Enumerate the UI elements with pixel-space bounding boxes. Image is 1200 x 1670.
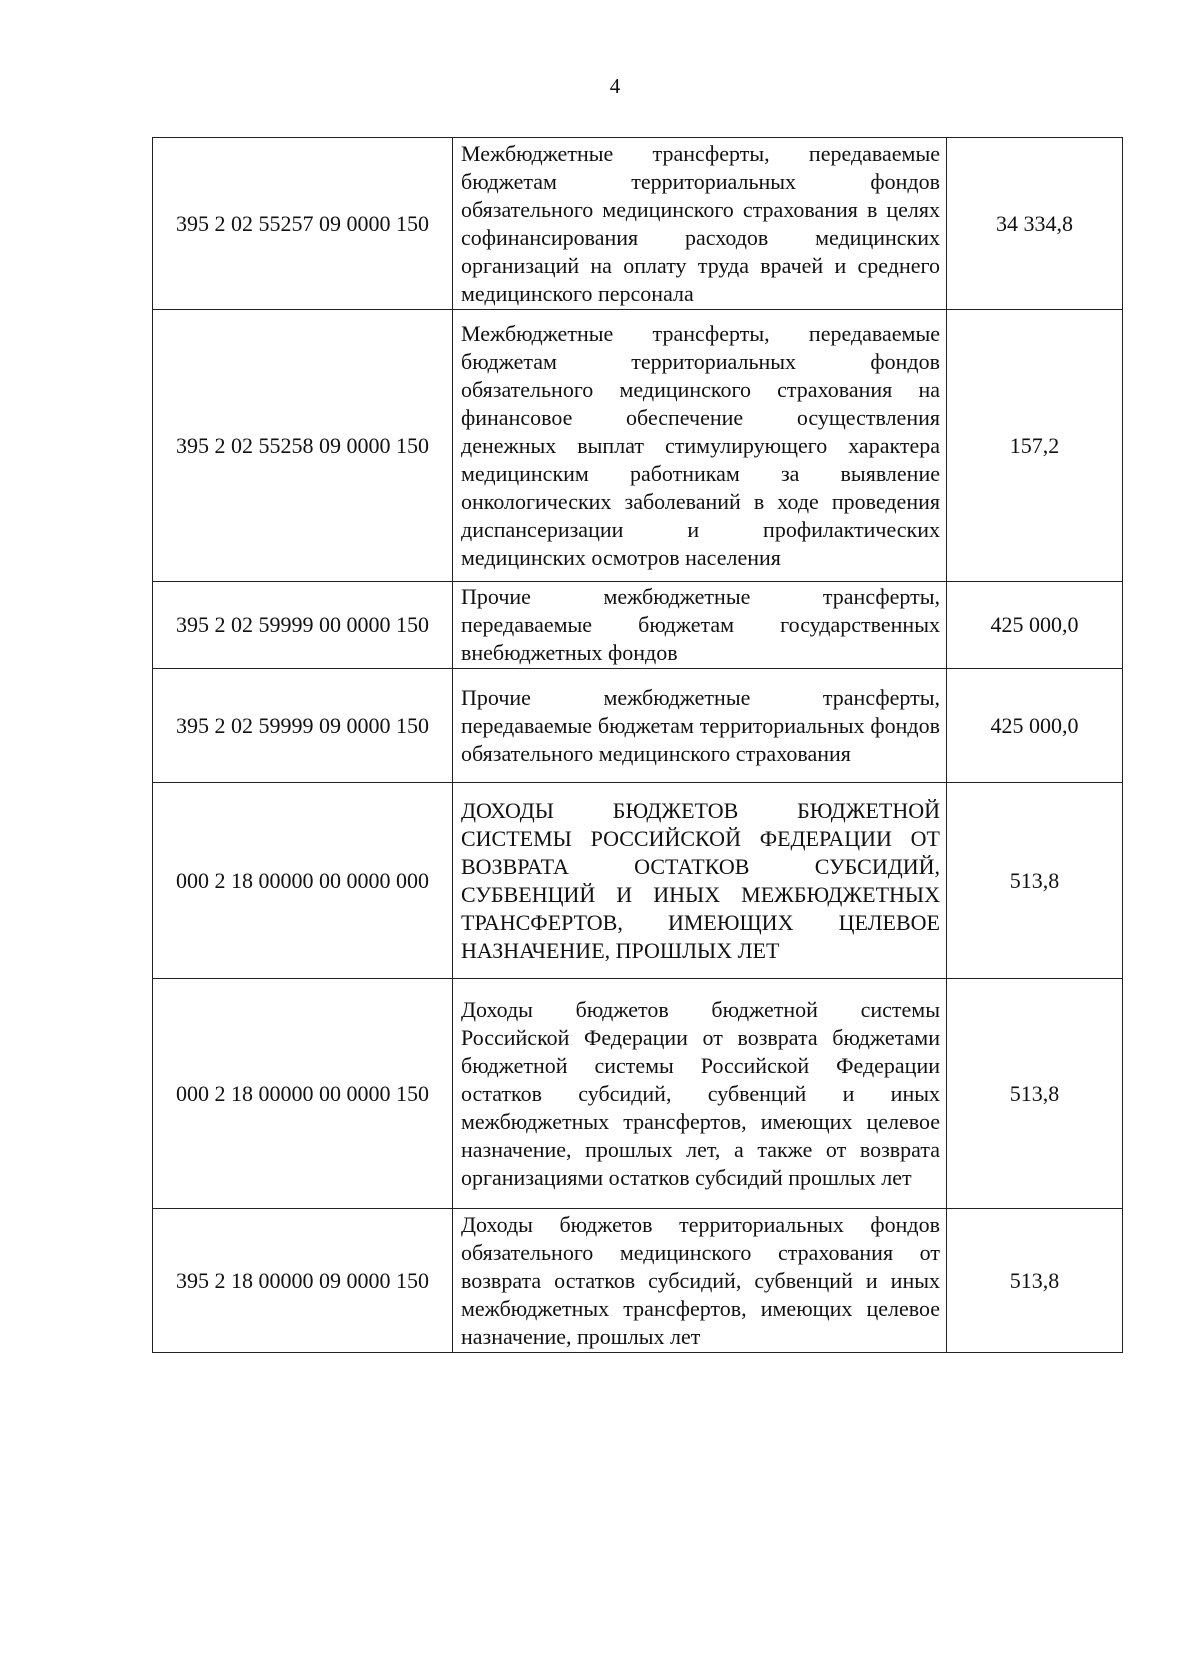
- table-row: [153, 582, 1123, 669]
- revenue-name-cell: Межбюджетные трансферты, передаваемые бюджетам территориальных фондов обязательного медицинского страхования на финансовое обеспечение осуществления денежных выплат стимулирующего характера медицинским работникам за выявление онкологических заболеваний в ходе проведения диспансеризации и профилактических медицинских осмотров населения: [453, 310, 947, 582]
- amount-cell: 425 000,0: [947, 669, 1123, 783]
- budget-code-cell: 395 2 02 59999 09 0000 150: [153, 669, 453, 783]
- amount-cell: 513,8: [947, 979, 1123, 1209]
- revenue-name-cell: ДОХОДЫ БЮДЖЕТОВ БЮДЖЕТНОЙ СИСТЕМЫ РОССИЙСКОЙ ФЕДЕРАЦИИ ОТ ВОЗВРАТА ОСТАТКОВ СУБСИДИЙ, СУБВЕНЦИЙ И ИНЫХ МЕЖБЮДЖЕТНЫХ ТРАНСФЕРТОВ, ИМЕЮЩИХ ЦЕЛЕВОЕ НАЗНАЧЕНИЕ, ПРОШЛЫХ ЛЕТ: [453, 783, 947, 979]
- amount-cell: 425 000,0: [947, 582, 1123, 669]
- budget-code-cell: 395 2 02 59999 00 0000 150: [153, 582, 453, 669]
- revenue-name-cell: Прочие межбюджетные трансферты, передаваемые бюджетам территориальных фондов обязательного медицинского страхования: [453, 669, 947, 783]
- amount-cell: 513,8: [947, 783, 1123, 979]
- budget-code-cell: 395 2 02 55257 09 0000 150: [153, 138, 453, 310]
- revenue-name-cell: Прочие межбюджетные трансферты, передаваемые бюджетам государственных внебюджетных фондов: [453, 582, 947, 669]
- budget-code-cell: 000 2 18 00000 00 0000 000: [153, 783, 453, 979]
- budget-code-cell: 395 2 02 55258 09 0000 150: [153, 310, 453, 582]
- revenue-name-cell: Межбюджетные трансферты, передаваемые бюджетам территориальных фондов обязательного медицинского страхования в целях софинансирования расходов медицинских организаций на оплату труда врачей и среднего медицинского персонала: [453, 138, 947, 310]
- amount-cell: 157,2: [947, 310, 1123, 582]
- amount-cell: 34 334,8: [947, 138, 1123, 310]
- budget-revenue-table: [152, 137, 1123, 1353]
- table-row: [153, 783, 1123, 979]
- table-row: [153, 1209, 1123, 1353]
- table-row: [153, 138, 1123, 310]
- table-row: [153, 310, 1123, 582]
- budget-code-cell: 000 2 18 00000 00 0000 150: [153, 979, 453, 1209]
- revenue-name-cell: Доходы бюджетов территориальных фондов обязательного медицинского страхования от возврата остатков субсидий, субвенций и иных межбюджетных трансфертов, имеющих целевое назначение, прошлых лет: [453, 1209, 947, 1353]
- page-number: 4: [609, 74, 621, 98]
- budget-code-cell: 395 2 18 00000 09 0000 150: [153, 1209, 453, 1353]
- revenue-name-cell: Доходы бюджетов бюджетной системы Российской Федерации от возврата бюджетами бюджетной системы Российской Федерации остатков субсидий, субвенций и иных межбюджетных трансфертов, имеющих целевое назначение, прошлых лет, а также от возврата организациями остатков субсидий прошлых лет: [453, 979, 947, 1209]
- table-row: [153, 669, 1123, 783]
- table-row: [153, 979, 1123, 1209]
- amount-cell: 513,8: [947, 1209, 1123, 1353]
